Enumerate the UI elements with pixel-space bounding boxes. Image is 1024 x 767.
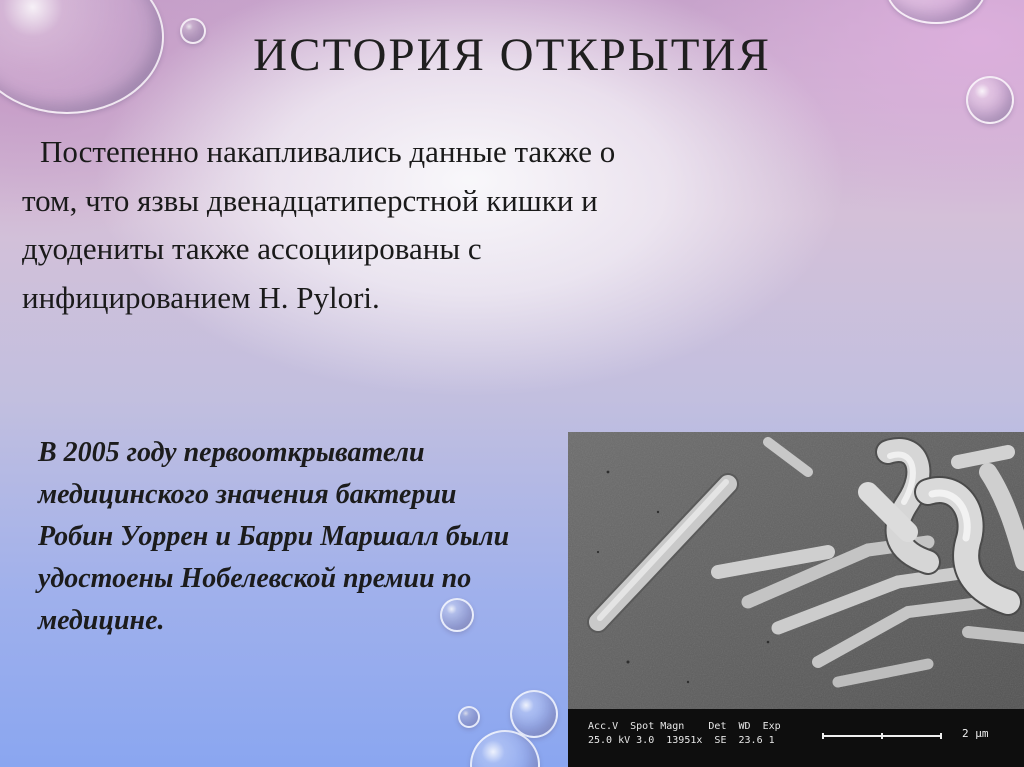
body-paragraph: Постепенно накапливались данные также о том, что язвы двенадцатиперстной кишки и дуодениты также ассоциированы с инфицированием H. Pylori. [22, 134, 616, 315]
scale-bar [822, 733, 942, 739]
nobel-note: В 2005 году первооткрыватели медицинского значения бактерии Робин Уоррен и Барри Маршалл были удостоены Нобелевской премии по медицине. [38, 437, 510, 636]
bubble-decoration [966, 76, 1014, 124]
electron-micrograph [568, 432, 1024, 767]
bubble-decoration [458, 706, 480, 728]
caption-header: Acc.V Spot Magn Det WD Exp [588, 721, 781, 732]
micrograph-caption [568, 709, 1024, 767]
caption-values: 25.0 kV 3.0 13951x SE 23.6 1 [588, 735, 775, 746]
scale-label: 2 µm [962, 727, 989, 740]
bubble-decoration [510, 690, 558, 738]
bacteria-illustration [568, 432, 1024, 709]
bubble-decoration [886, 0, 986, 24]
slide-title: ИСТОРИЯ ОТКРЫТИЯ [253, 29, 771, 81]
